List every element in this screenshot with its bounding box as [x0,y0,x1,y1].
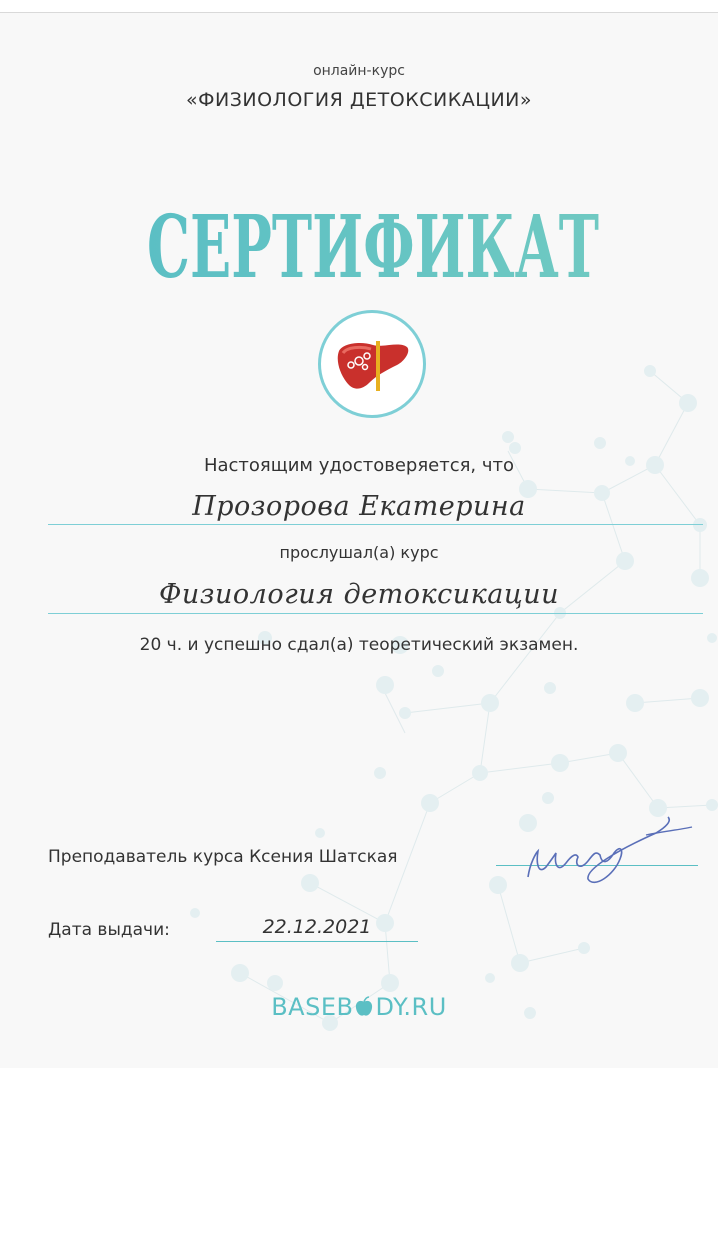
apple-icon [353,996,375,1018]
date-underline [216,941,418,942]
certificate [0,13,718,1068]
hours-text: 20 ч. и успешно сдал(а) теоретический экзамен. [139,635,579,655]
signature [516,805,696,895]
heading-text: СЕРТИФИКАТ [147,197,599,288]
recipient-name: Прозорова Екатерина [192,491,526,522]
certificate-heading [138,193,608,288]
attended-text: прослушал(а) курс [279,543,439,562]
date-value: 22.12.2021 [262,916,372,938]
liver-icon [321,313,423,415]
site-suffix: DY.RU [375,993,447,1021]
course-title: «ФИЗИОЛОГИЯ ДЕТОКСИКАЦИИ» [186,89,532,111]
molecule-background [0,13,718,1068]
course-type: онлайн-курс [313,63,405,79]
emblem [318,310,426,418]
date-label: Дата выдачи: [48,920,170,940]
site-prefix: BASEB [271,993,354,1021]
course-underline [48,613,703,614]
teacher-text: Преподаватель курса Ксения Шатская [48,847,398,867]
course-name: Физиология детоксикации [158,579,560,610]
certify-text: Настоящим удостоверяется, что [203,455,515,476]
name-underline [48,524,703,525]
site-logo [0,993,718,1021]
